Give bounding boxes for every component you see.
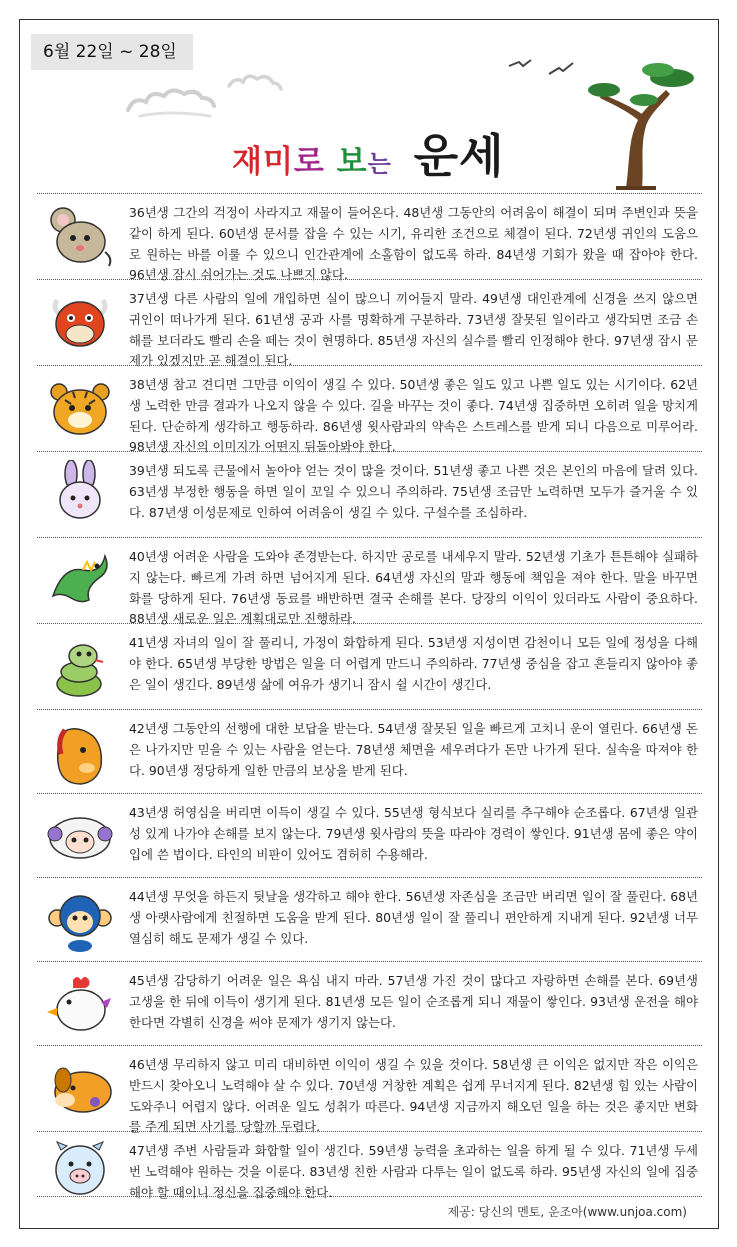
sheep-icon bbox=[43, 804, 117, 870]
rooster-icon bbox=[43, 972, 117, 1038]
title-part-5: 운세 bbox=[413, 129, 505, 183]
divider bbox=[37, 1196, 702, 1197]
horse-icon bbox=[43, 720, 117, 786]
pig-icon bbox=[43, 1136, 117, 1202]
fortune-text: 46년생 무리하지 않고 미리 대비하면 이익이 생길 수 있을 것이다. 58년생 큰 이익은 없지만 작은 이익은 반드시 찾아오니 노력해야 살 수 있다. 70년생 거창한 계획은 쉽게 무너지게 된다. 82년생 힘 있는 사람이 도와주니 어렵지 않다. 어려운 일도 성취가 따른다. 94년생 지금까지 해오던 일을 하는 것은 좋지만 변화를 주게 되면 사기를 당할까 두렵다. bbox=[129, 1057, 698, 1135]
fortune-text: 47년생 주변 사람들과 화합할 일이 생긴다. 59년생 능력을 초과하는 일을 하게 될 수 있다. 71년생 두세 번 노력해야 원하는 것을 이룬다. 83년생 친한 사람과 다투는 일이 없도록 하라. 95년생 자신의 일에 집중해야 할 때이니 정신을 집중해야 한다. bbox=[129, 1143, 698, 1200]
pine-tree-icon bbox=[586, 50, 696, 190]
title-part-1: 재미 bbox=[232, 144, 294, 180]
date-range: 6월 22일 ~ 28일 bbox=[31, 34, 193, 70]
title-part-3: 보 bbox=[336, 144, 368, 180]
list-item bbox=[37, 961, 702, 1045]
list-item bbox=[37, 193, 702, 283]
page-title bbox=[232, 120, 504, 186]
title-part-4: 는 bbox=[367, 150, 392, 178]
fortune-text: 41년생 자녀의 일이 잘 풀리니, 가정이 화합하게 된다. 53년생 지성이면 감천이니 모든 일에 정성을 다해야 한다. 65년생 부당한 방법은 일을 더 어렵게 만드니 주의하라. 77년생 중심을 잡고 흔들리지 않아야 좋은 일이 생긴다. 89년생 삶에 여유가 생기니 잠시 쉴 시간이 생긴다. bbox=[129, 635, 698, 692]
fortune-text: 45년생 감당하기 어려운 일은 욕심 내지 마라. 57년생 가진 것이 많다고 자랑하면 손해를 본다. 69년생 고생을 한 뒤에 이득이 생기게 된다. 81년생 모든 일이 순조롭게 되니 재물이 쌓인다. 93년생 운전을 해야 한다면 각별히 신경을 써야 문제가 생기지 않는다. bbox=[129, 973, 698, 1030]
cloud-decoration-right bbox=[225, 68, 285, 96]
rat-icon bbox=[43, 204, 117, 270]
monkey-icon bbox=[43, 888, 117, 954]
list-item bbox=[37, 623, 702, 709]
list-item bbox=[37, 793, 702, 877]
fortune-text: 37년생 다른 사람의 일에 개입하면 실이 많으니 끼어들지 말라. 49년생 대인관계에 신경을 쓰지 않으면 귀인이 떠나가게 된다. 61년생 공과 사를 명확하게 구분하라. 73년생 잘못된 일이라고 생각되면 조금 손해를 보더라도 빨리 손을 떼는 것이 현명하다. 85년생 자신의 실수를 빨리 인정해야 한다. 97년생 잠시 문제가 있겠지만 곧 해결이 된다. bbox=[129, 291, 698, 369]
list-item bbox=[37, 1045, 702, 1135]
list-item bbox=[37, 709, 702, 793]
birds-icon bbox=[505, 52, 585, 82]
fortune-text: 36년생 그간의 걱정이 사라지고 재물이 들어온다. 48년생 그동안의 어려움이 해결이 되며 주변인과 뜻을 같이 하게 된다. 60년생 문서를 잡을 수 있는 시기, 유리한 조건으로 체결이 된다. 72년생 귀인의 도움으로 원하는 바를 이룰 수 있으니 인간관계에 소홀함이 없도록 하라. 84년생 기회가 왔을 때 잡아야 한다. 96년생 잠시 쉬어가는 것도 나쁘지 않다. bbox=[129, 205, 698, 283]
fortune-text: 42년생 그동안의 선행에 대한 보답을 받는다. 54년생 잘못된 일을 빠르게 고치니 운이 열린다. 66년생 돈은 나가지만 믿을 수 있는 사람을 얻는다. 78년생 체면을 세우려다가 돈만 나가게 된다. 실속을 따져야 한다. 90년생 정당하게 일한 만큼의 보상을 받게 된다. bbox=[129, 721, 698, 778]
cloud-decoration-left bbox=[120, 82, 225, 122]
fortune-text: 44년생 무엇을 하든지 뒷날을 생각하고 해야 한다. 56년생 자존심을 조금만 버리면 일이 잘 풀린다. 68년생 아랫사람에게 친절하면 도움을 받게 된다. 80년생 일이 잘 풀리니 편안하게 지내게 된다. 92년생 너무 열심히 해도 문제가 생길 수 있다. bbox=[129, 889, 698, 946]
fortune-text: 38년생 참고 견디면 그만큼 이익이 생길 수 있다. 50년생 좋은 일도 있고 나쁜 일도 있는 시기이다. 62년생 노력한 만큼 결과가 나오지 않을 수 있다. 길을 바꾸는 것이 좋다. 74년생 집중하면 오히려 일을 망치게 된다. 단순하게 생각하고 행동하라. 86년생 윗사람과의 약속은 스트레스를 받게 되니 다음으로 미루어라. 98년생 자신의 이미지가 어떤지 뒤돌아봐야 한다. bbox=[129, 377, 698, 455]
dog-icon bbox=[43, 1058, 117, 1124]
rabbit-icon bbox=[43, 460, 117, 526]
ox-icon bbox=[43, 290, 117, 356]
tiger-icon bbox=[43, 376, 117, 442]
list-item bbox=[37, 1131, 702, 1200]
fortune-text: 39년생 되도록 큰물에서 놀아야 얻는 것이 많을 것이다. 51년생 좋고 나쁜 것은 본인의 마음에 달려 있다. 63년생 부정한 행동을 하면 일이 꼬일 수 있으니 주의하라. 75년생 조금만 노력하면 모두가 즐거울 수 있다. 87년생 이성문제로 인하여 어려움이 생길 수 있다. 구설수를 조심하라. bbox=[129, 463, 698, 520]
title-part-2: 로 bbox=[293, 144, 325, 180]
list-item bbox=[37, 451, 702, 537]
list-item bbox=[37, 365, 702, 455]
list-item bbox=[37, 279, 702, 369]
snake-icon bbox=[43, 636, 117, 702]
fortune-text: 40년생 어려운 사람을 도와야 존경받는다. 하지만 공로를 내세우지 말라. 52년생 기초가 튼튼해야 실패하지 않는다. 빠르게 가려 하면 넘어지게 된다. 64년생 자신의 말과 행동에 책임을 져야 한다. 말을 바꾸면 화를 당하게 된다. 76년생 동료를 배반하면 결국 손해를 본다. 당장의 이익이 있더라도 사람이 중요하다. 88년생 새로운 일은 계획대로만 진행하라. bbox=[129, 549, 698, 627]
dragon-icon bbox=[43, 546, 117, 612]
source-credit: 제공: 당신의 멘토, 운조아(www.unjoa.com) bbox=[447, 1205, 687, 1219]
fortune-text: 43년생 허영심을 버리면 이득이 생길 수 있다. 55년생 형식보다 실리를 추구해야 순조롭다. 67년생 일관성 있게 나가야 손해를 보지 않는다. 79년생 윗사람의 뜻을 따라야 경력이 쌓인다. 91년생 몸에 좋은 약이 입에 쓴 법이다. 타인의 비판이 있어도 겸허히 수용해라. bbox=[129, 805, 698, 862]
list-item bbox=[37, 877, 702, 961]
list-item bbox=[37, 537, 702, 627]
